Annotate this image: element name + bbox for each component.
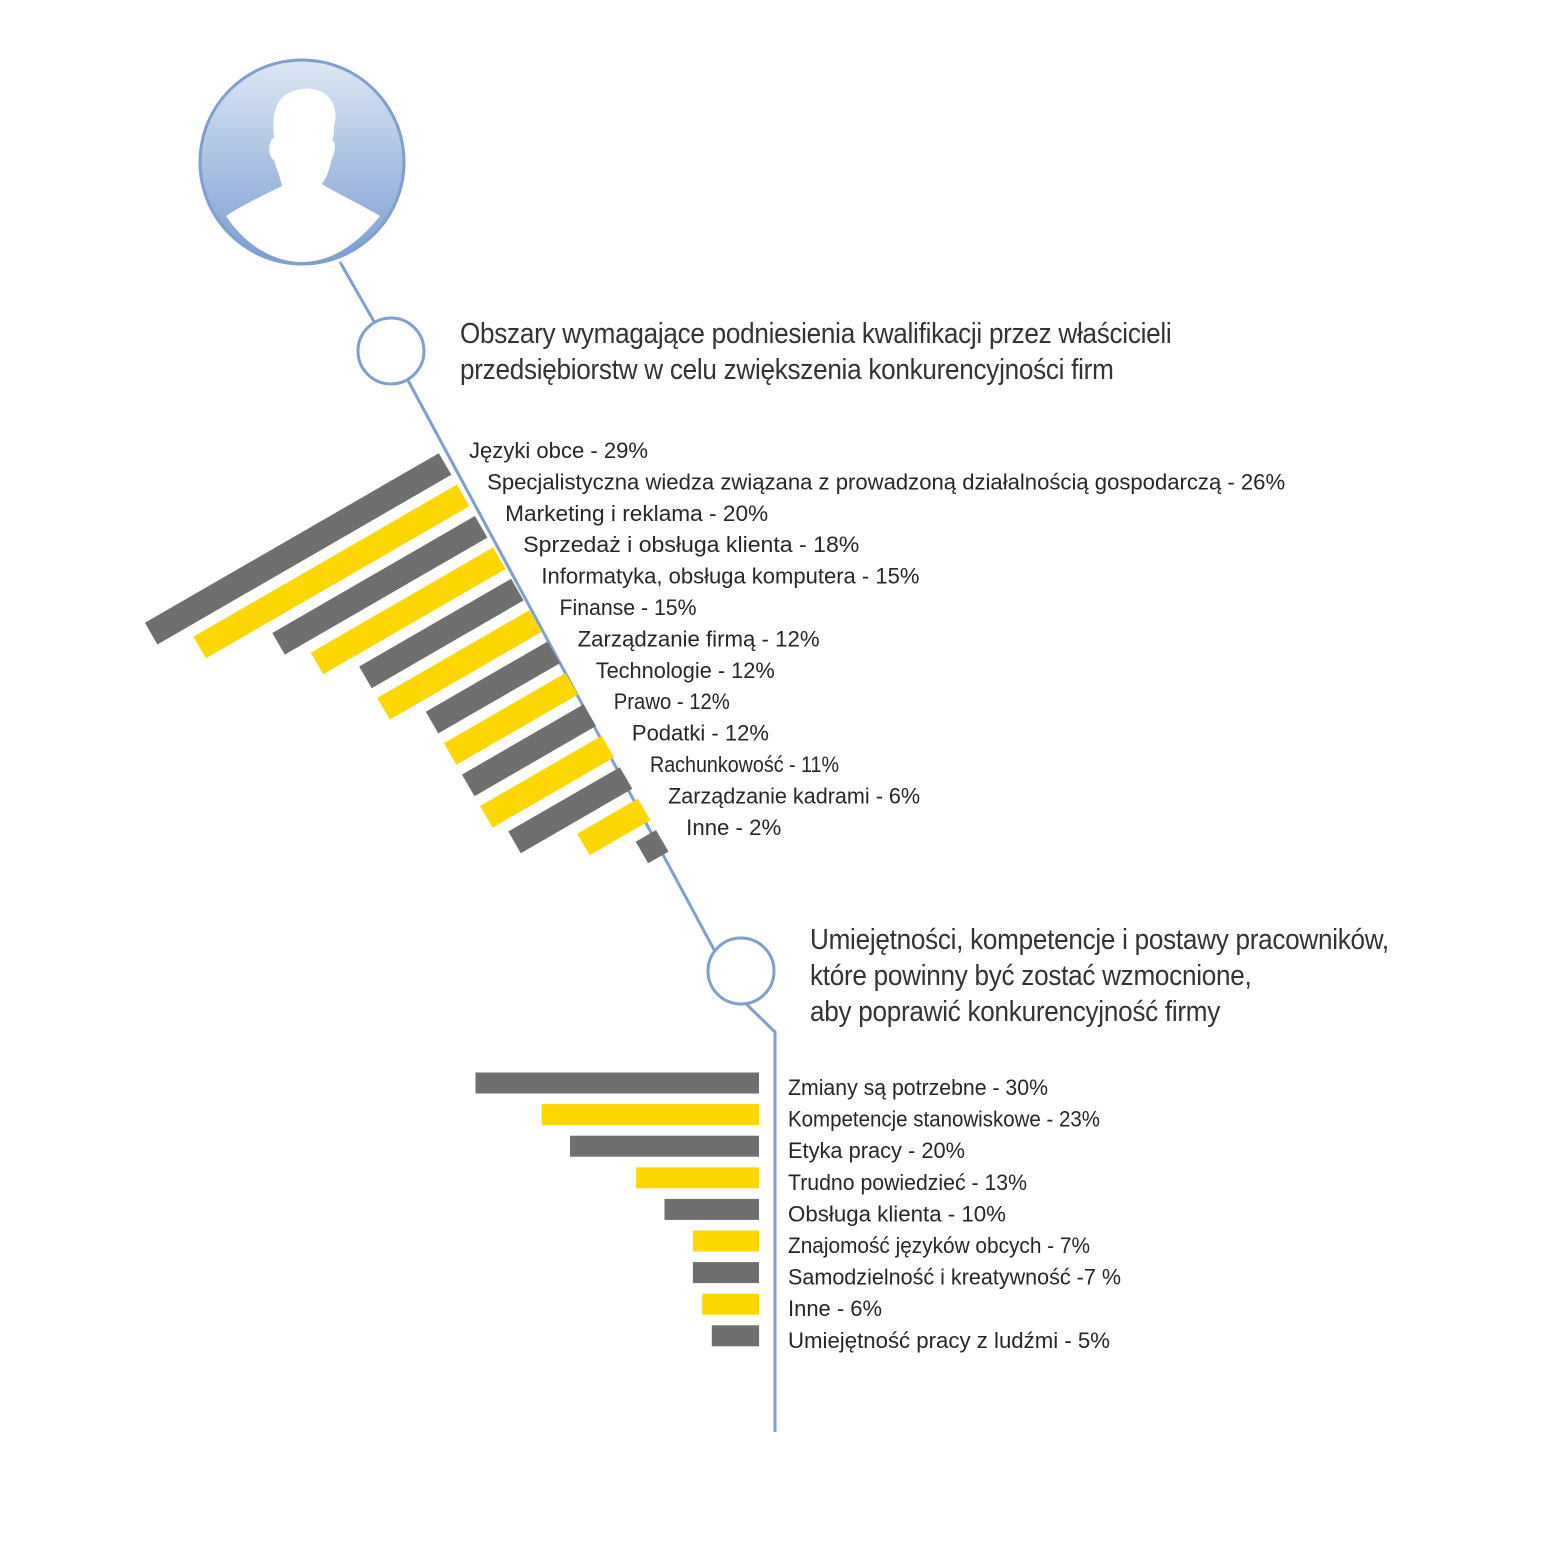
timeline-node-2 bbox=[708, 938, 774, 1004]
bar-label-2: Kompetencje stanowiskowe - 23% bbox=[788, 1106, 1100, 1132]
chart-employee-skills bbox=[476, 1073, 1122, 1353]
bar-label-5: Informatyka, obsługa komputera - 15% bbox=[541, 563, 920, 589]
bar-9 bbox=[712, 1325, 759, 1346]
bar-label-4: Trudno powiedzieć - 13% bbox=[788, 1169, 1027, 1195]
chart2-title-line-1: Umiejętności, kompetencje i postawy pracowników, bbox=[810, 924, 1389, 956]
bar-label-7: Zarządzanie firmą - 12% bbox=[577, 626, 820, 652]
bar-3 bbox=[570, 1136, 759, 1157]
bar-label-4: Sprzedaż i obsługa klienta - 18% bbox=[523, 532, 860, 558]
avatar bbox=[200, 60, 404, 264]
chart1-title bbox=[460, 316, 1171, 388]
bar-label-8: Inne - 6% bbox=[788, 1296, 882, 1322]
bar-1 bbox=[476, 1073, 760, 1094]
bar-label-13: Inne - 2% bbox=[686, 814, 782, 840]
bar-label-6: Znajomość języków obcych - 7% bbox=[788, 1233, 1090, 1258]
bar-label-6: Finanse - 15% bbox=[559, 595, 697, 620]
bar-label-7: Samodzielność i kreatywność -7 % bbox=[788, 1264, 1121, 1290]
bar-label-1: Zmiany są potrzebne - 30% bbox=[788, 1075, 1048, 1100]
chart2-title bbox=[810, 922, 1389, 1030]
bar-4 bbox=[636, 1167, 759, 1188]
bar-label-9: Umiejętność pracy z ludźmi - 5% bbox=[788, 1327, 1110, 1353]
bar-label-2: Specjalistyczna wiedza związana z prowadzoną działalnością gospodarczą - 26% bbox=[487, 469, 1286, 495]
chart2-title-line-3: aby poprawić konkurencyjność firmy bbox=[810, 996, 1221, 1028]
bar-label-5: Obsługa klienta - 10% bbox=[788, 1201, 1006, 1227]
bar-6 bbox=[693, 1231, 759, 1252]
chart-qualification-areas bbox=[145, 438, 1285, 863]
bar-8 bbox=[702, 1294, 759, 1315]
bar-label-12: Zarządzanie kadrami - 6% bbox=[668, 783, 921, 809]
bar-2 bbox=[542, 1104, 759, 1125]
bar-label-10: Podatki - 12% bbox=[631, 720, 769, 746]
chart2-title-line-2: które powinny być zostać wzmocnione, bbox=[810, 960, 1252, 992]
timeline-node-1 bbox=[358, 318, 424, 384]
bar-7 bbox=[693, 1262, 759, 1283]
chart1-title-line-2: przedsiębiorstw w celu zwiększenia konkurencyjności firm bbox=[460, 354, 1114, 386]
bar-label-8: Technologie - 12% bbox=[595, 657, 775, 683]
bar-label-9: Prawo - 12% bbox=[613, 689, 730, 715]
bar-label-11: Rachunkowość - 11% bbox=[650, 752, 839, 777]
chart1-title-line-1: Obszary wymagające podniesienia kwalifikacji przez właścicieli bbox=[460, 318, 1172, 350]
bar-5 bbox=[665, 1199, 760, 1220]
bar-label-3: Marketing i reklama - 20% bbox=[505, 500, 769, 526]
bar-label-3: Etyka pracy - 20% bbox=[788, 1138, 965, 1164]
bar-label-1: Języki obce - 29% bbox=[469, 438, 648, 463]
